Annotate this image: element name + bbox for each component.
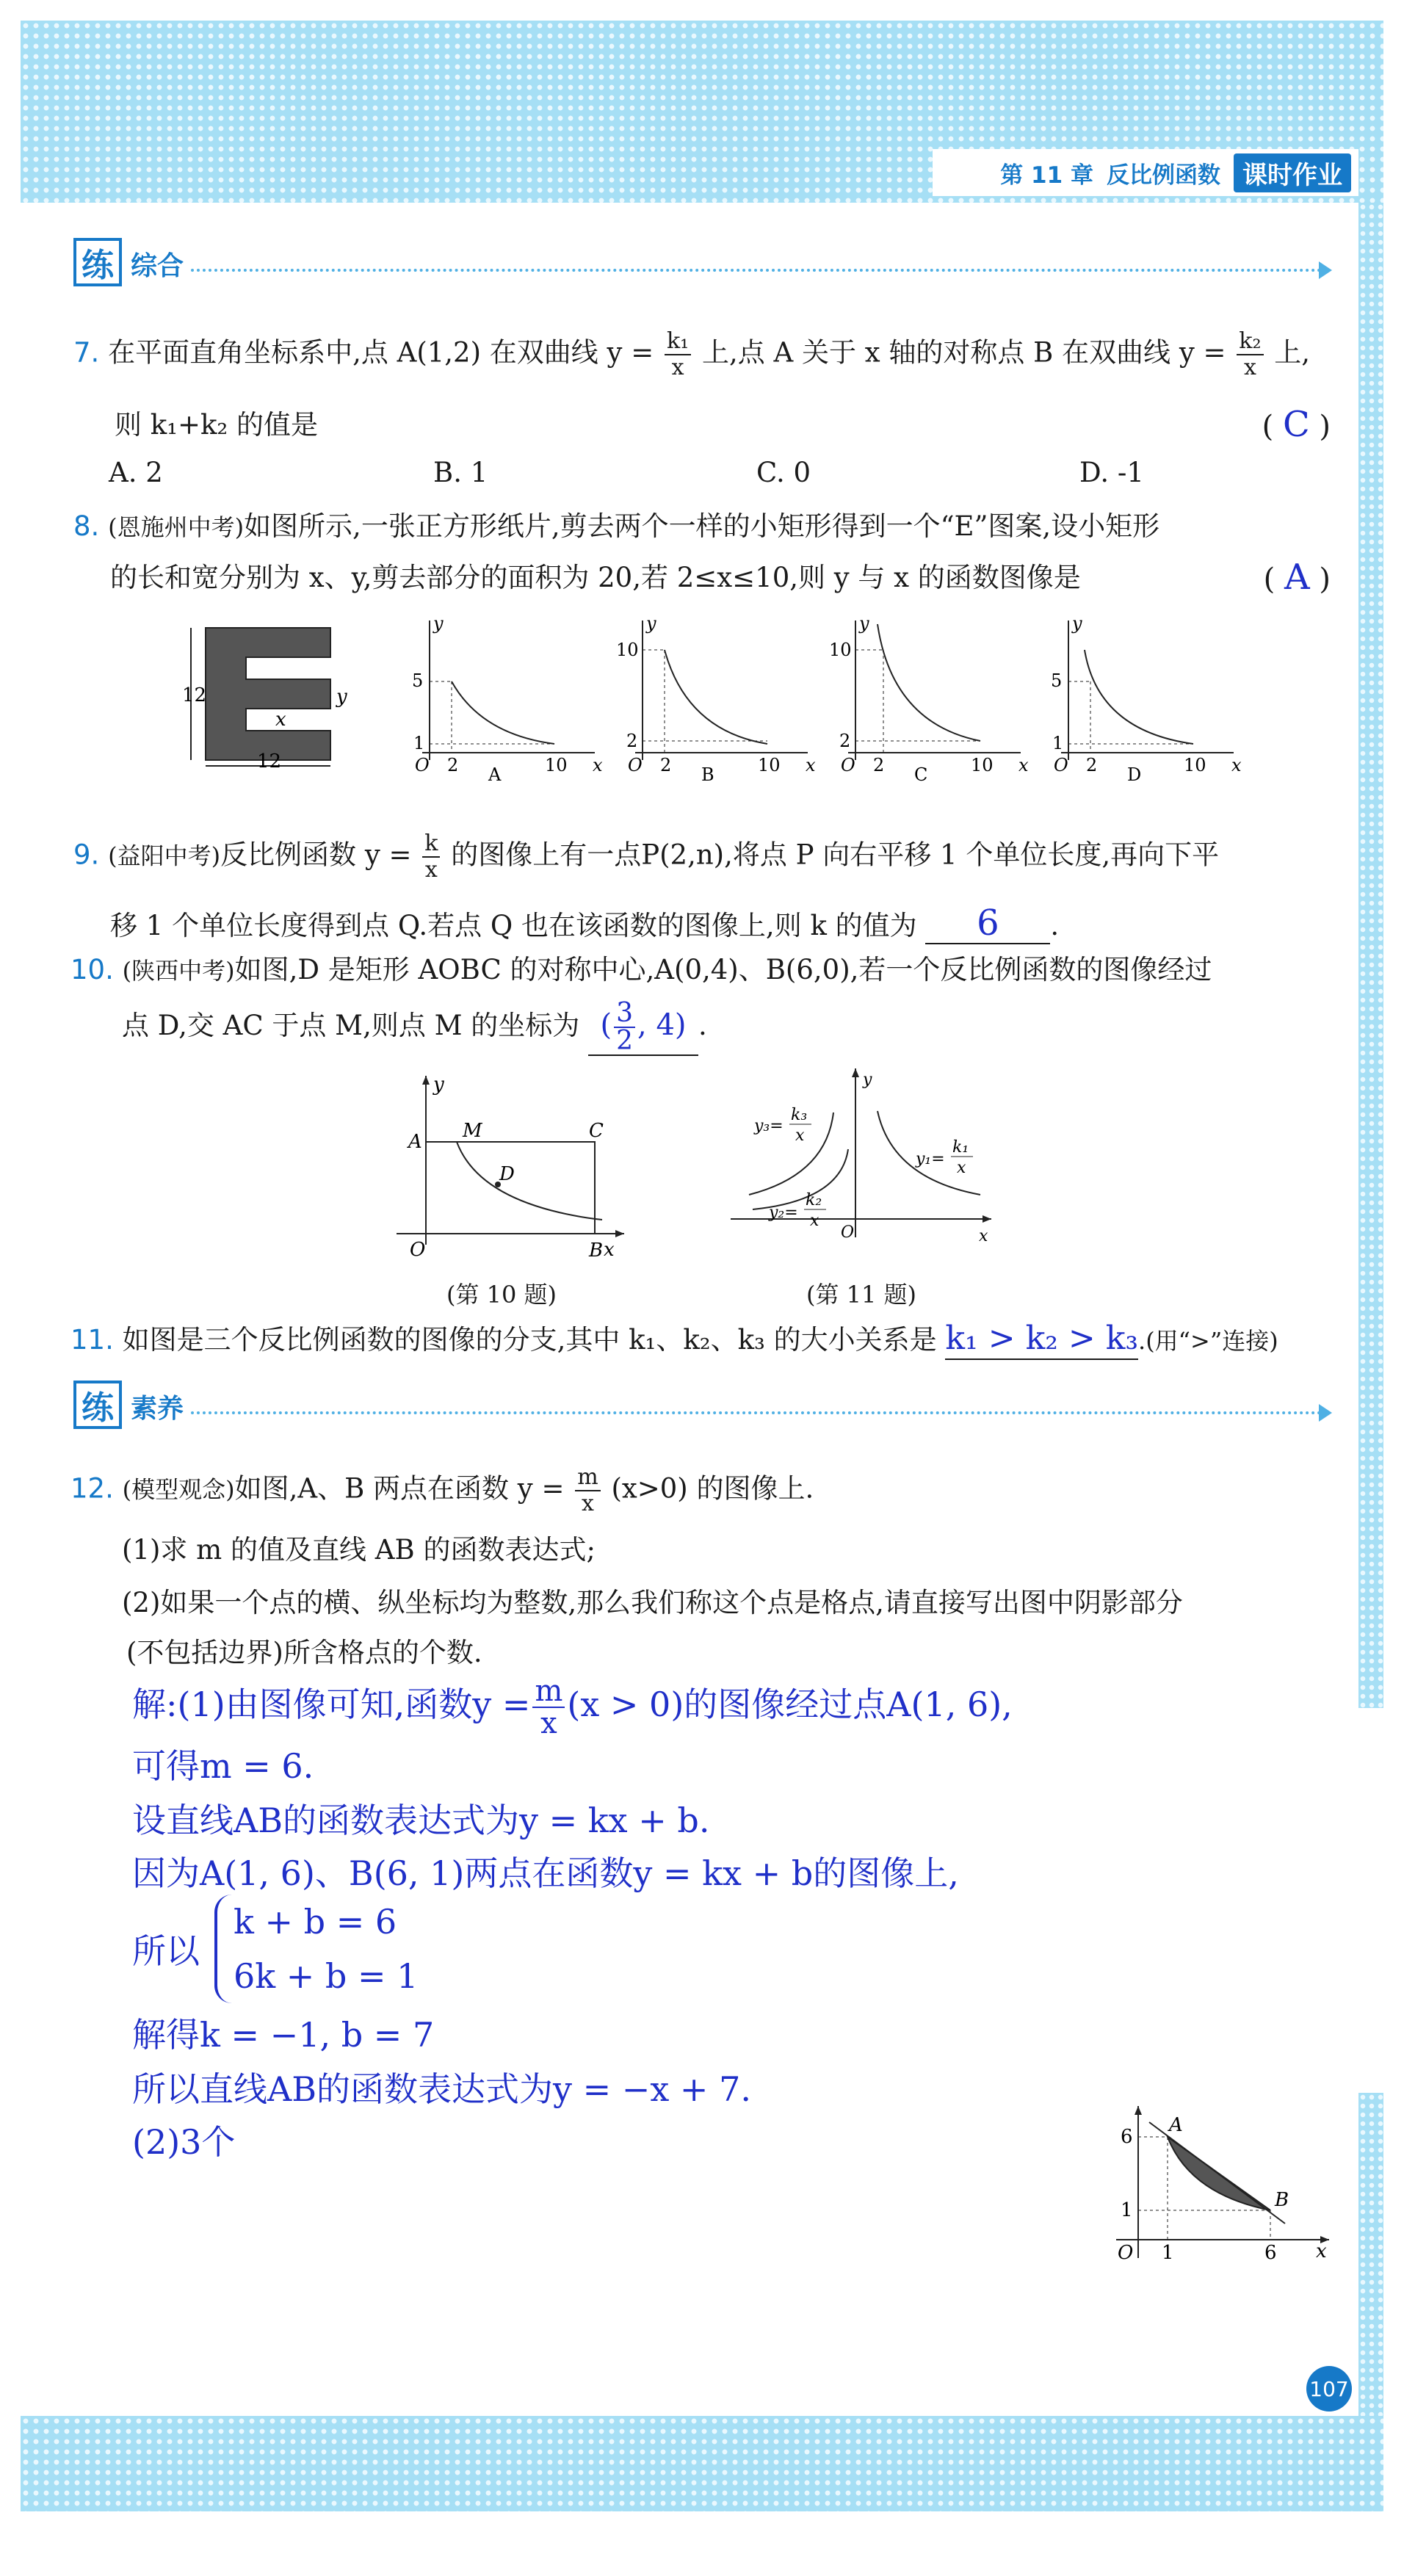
- svg-text:x: x: [979, 1227, 988, 1245]
- svg-text:x: x: [1018, 755, 1029, 775]
- svg-text:O: O: [1054, 755, 1068, 775]
- q11-tail: .(用“>”连接): [1138, 1327, 1278, 1355]
- q9-text-a: 反比例函数 y =: [220, 839, 412, 871]
- practice-badge: 练: [73, 1381, 122, 1429]
- section-title: 综合: [131, 251, 184, 281]
- solution-line-2: 可得m = 6.: [132, 1746, 314, 1786]
- q8-text-1: 如图所示,一张正方形纸片,剪去两个一样的小矩形得到一个“E”图案,设小矩形: [244, 510, 1160, 542]
- section-header-literacy: [73, 1381, 1322, 1439]
- source-tag: (益阳中考): [108, 842, 221, 870]
- solution-line-5: 所以: [132, 1931, 200, 1971]
- q7-answer-bracket: ( C ): [1262, 404, 1331, 445]
- e-label-width: 12: [257, 750, 282, 773]
- q7-text-line2: 则 k₁+k₂ 的值是: [115, 409, 319, 441]
- q7-option-c: C. 0: [756, 457, 811, 488]
- svg-text:x: x: [810, 1212, 819, 1230]
- graph-label: B: [701, 764, 714, 785]
- q8-graph-d: [1039, 613, 1245, 785]
- svg-text:5: 5: [1051, 670, 1063, 691]
- question-11-line1: [70, 1319, 1278, 1361]
- svg-text:O: O: [841, 1223, 855, 1242]
- svg-text:10: 10: [545, 755, 568, 775]
- question-9-line2: [110, 903, 1059, 946]
- q9-period: .: [1050, 910, 1060, 941]
- graph-label: C: [914, 764, 928, 785]
- question-number: 12.: [70, 1472, 114, 1505]
- svg-text:6: 6: [1121, 2126, 1133, 2148]
- svg-text:B: B: [589, 1240, 604, 1262]
- svg-text:x: x: [1231, 755, 1242, 775]
- question-10-line1: [70, 950, 1212, 991]
- question-7-line2: [115, 405, 318, 445]
- source-tag: (陕西中考): [122, 957, 235, 985]
- svg-text:2: 2: [873, 755, 885, 775]
- handwritten-answer: C: [1282, 404, 1310, 445]
- svg-text:10: 10: [758, 755, 781, 775]
- svg-text:x: x: [593, 755, 603, 775]
- question-number: 11.: [70, 1324, 114, 1356]
- section-header-comprehensive: [73, 238, 1322, 297]
- svg-text:O: O: [628, 755, 643, 775]
- e-label-height: 12: [182, 684, 207, 706]
- q7-text-c: 上,: [1274, 336, 1311, 369]
- svg-text:y₂=: y₂=: [769, 1204, 798, 1222]
- svg-text:A: A: [408, 1131, 422, 1153]
- svg-text:A: A: [1169, 2114, 1183, 2136]
- handwritten-answer: ( $\frac{3}{2}$ , 4): [588, 1000, 698, 1056]
- svg-text:2: 2: [447, 755, 459, 775]
- question-8-line1: [73, 507, 1159, 547]
- question-12-part1: [122, 1530, 596, 1570]
- svg-text:k₁: k₁: [952, 1138, 969, 1157]
- handwritten-answer: A: [1284, 557, 1310, 598]
- dotted-rule: [191, 269, 1322, 272]
- svg-text:x: x: [1316, 2240, 1327, 2262]
- graph-label: D: [1127, 764, 1142, 785]
- svg-text:O: O: [1118, 2242, 1134, 2264]
- svg-text:10: 10: [616, 640, 639, 660]
- svg-text:10: 10: [829, 640, 852, 660]
- solution-line-7: 所以直线AB的函数表达式为y = −x + 7.: [132, 2069, 751, 2109]
- svg-text:y: y: [863, 1071, 872, 1089]
- q9-text-b: 的图像上有一点P(2,n),将点 P 向右平移 1 个单位长度,再向下平: [451, 839, 1220, 871]
- q8-graph-c: [826, 613, 1032, 785]
- question-number: 9.: [73, 839, 100, 871]
- handwritten-answer: k₁ > k₂ > k₃: [945, 1319, 1138, 1360]
- q10-text-2: 点 D,交 AC 于点 M,则点 M 的坐标为: [122, 1010, 580, 1041]
- question-12-line1: [70, 1465, 814, 1516]
- svg-text:1: 1: [1162, 2242, 1174, 2264]
- section-title: 素养: [131, 1394, 184, 1424]
- q8-graph-a: [400, 613, 606, 785]
- question-number: 7.: [73, 336, 100, 369]
- svg-text:1: 1: [413, 733, 425, 753]
- q7-option-b: B. 1: [433, 457, 488, 488]
- question-10-line2: [122, 1000, 707, 1056]
- fraction: $\frac{\text{k₂}}{x}$: [1237, 329, 1263, 380]
- question-12-part2a: [122, 1583, 1183, 1623]
- svg-text:x: x: [806, 755, 816, 775]
- q10-figure: [389, 1068, 632, 1267]
- svg-text:y: y: [1072, 613, 1082, 634]
- page-number: 107: [1306, 2366, 1352, 2412]
- question-number: 10.: [70, 954, 114, 985]
- question-7-line1: [73, 329, 1310, 380]
- svg-text:C: C: [589, 1120, 604, 1142]
- chapter-number: 第 11 章: [1000, 162, 1093, 189]
- solution-line-1: 解:(1)由图像可知,函数y = $\frac{m}{x}$ (x > 0)的图像经过点A(1, 6),: [132, 1674, 1013, 1740]
- chapter-header: [933, 149, 1358, 196]
- svg-text:D: D: [499, 1163, 515, 1185]
- svg-text:6: 6: [1264, 2242, 1277, 2264]
- arrow-icon: [1319, 261, 1332, 279]
- q12-part1-text: (1)求 m 的值及直线 AB 的函数表达式;: [122, 1534, 596, 1566]
- svg-text:k₃: k₃: [791, 1106, 808, 1124]
- graph-label: A: [488, 764, 502, 785]
- q8-text-2: 的长和宽分别为 x、y,剪去部分的面积为 20,若 2≤x≤10,则 y 与 x 的函数图像是: [110, 562, 1081, 593]
- svg-text:10: 10: [971, 755, 994, 775]
- q12-part2-text: (2)如果一个点的横、纵坐标均为整数,那么我们称这个点是格点,请直接写出图中阴影部分: [122, 1587, 1183, 1618]
- svg-text:B: B: [1275, 2189, 1289, 2211]
- svg-text:y: y: [433, 613, 444, 634]
- q7-text-b: 上,点 A 关于 x 轴的对称点 B 在双曲线 y =: [701, 336, 1226, 369]
- svg-text:y: y: [859, 613, 869, 634]
- solution-system: k + b = 6 6k + b = 1: [214, 1895, 418, 2003]
- solution-line-8: (2)3个: [132, 2122, 236, 2162]
- svg-text:y: y: [433, 1074, 444, 1096]
- svg-text:1: 1: [1121, 2199, 1133, 2221]
- e-shape-figure: [182, 621, 347, 773]
- svg-text:2: 2: [1086, 755, 1098, 775]
- dotted-rule: [191, 1411, 1322, 1414]
- right-decor-strip: [1358, 203, 1383, 1708]
- solution-line-4: 因为A(1, 6)、B(6, 1)两点在函数y = kx + b的图像上,: [132, 1853, 959, 1893]
- practice-badge: 练: [73, 238, 122, 286]
- bottom-decor-band: [21, 2416, 1383, 2511]
- question-number: 8.: [73, 510, 100, 542]
- svg-text:y: y: [646, 613, 656, 634]
- q12-text-b: (x>0) 的图像上.: [611, 1472, 814, 1505]
- svg-text:2: 2: [839, 731, 851, 751]
- svg-text:k₂: k₂: [806, 1191, 822, 1209]
- q11-figure: [723, 1061, 1002, 1252]
- brand-logo: 课时作业: [1234, 153, 1351, 192]
- svg-text:O: O: [410, 1239, 426, 1261]
- fraction: $\frac{k}{x}$: [422, 831, 440, 883]
- svg-text:1: 1: [1052, 733, 1064, 753]
- q7-text-a: 在平面直角坐标系中,点 A(1,2) 在双曲线 y =: [108, 336, 654, 369]
- svg-text:10: 10: [1184, 755, 1206, 775]
- svg-text:y₁=: y₁=: [916, 1150, 945, 1168]
- svg-text:5: 5: [412, 670, 424, 691]
- q12-text-a: 如图,A、B 两点在函数 y =: [234, 1472, 565, 1505]
- svg-text:O: O: [415, 755, 430, 775]
- question-9-line1: [73, 831, 1219, 883]
- chapter-topic: 反比例函数: [1107, 162, 1220, 189]
- solution-line-6: 解得k = −1, b = 7: [132, 2015, 435, 2055]
- solution-line-3: 设直线AB的函数表达式为y = kx + b.: [132, 1801, 710, 1840]
- right-decor-strip-lower: [1358, 2093, 1383, 2423]
- q8-answer-bracket: ( A ): [1263, 557, 1331, 598]
- e-label-y: y: [336, 686, 347, 708]
- source-tag: (模型观念): [122, 1475, 235, 1504]
- svg-text:M: M: [463, 1120, 482, 1142]
- q12-figure: [1101, 2100, 1336, 2269]
- q8-graph-b: [613, 613, 819, 785]
- q9-text-2: 移 1 个单位长度得到点 Q.若点 Q 也在该函数的图像上,则 k 的值为: [110, 910, 917, 941]
- handwritten-answer: 6: [925, 903, 1050, 944]
- svg-text:y₃=: y₃=: [754, 1117, 784, 1135]
- q7-option-d: D. -1: [1079, 457, 1144, 488]
- q7-option-a: A. 2: [109, 457, 163, 488]
- svg-text:x: x: [604, 1239, 615, 1261]
- source-tag: (恩施州中考): [108, 513, 245, 541]
- question-8-line2: [110, 558, 1081, 598]
- fraction: $\frac{m}{x}$: [575, 1465, 600, 1516]
- question-12-part2b: [126, 1633, 482, 1673]
- svg-text:2: 2: [660, 755, 672, 775]
- q10-period: .: [698, 1010, 707, 1041]
- q10-caption: (第 10 题): [446, 1281, 557, 1309]
- arrow-icon: [1319, 1404, 1332, 1422]
- svg-text:2: 2: [626, 731, 638, 751]
- q11-text: 如图是三个反比例函数的图像的分支,其中 k₁、k₂、k₃ 的大小关系是: [122, 1324, 937, 1356]
- svg-text:x: x: [957, 1159, 966, 1177]
- q10-text-1: 如图,D 是矩形 AOBC 的对称中心,A(0,4)、B(6,0),若一个反比例函数的图像经过: [234, 954, 1212, 985]
- svg-text:x: x: [795, 1126, 805, 1145]
- q11-caption: (第 11 题): [806, 1281, 917, 1309]
- fraction: $\frac{\text{k₁}}{x}$: [665, 329, 691, 380]
- e-label-x: x: [275, 709, 286, 731]
- svg-text:O: O: [841, 755, 855, 775]
- q12-part2b-text: (不包括边界)所含格点的个数.: [126, 1637, 482, 1668]
